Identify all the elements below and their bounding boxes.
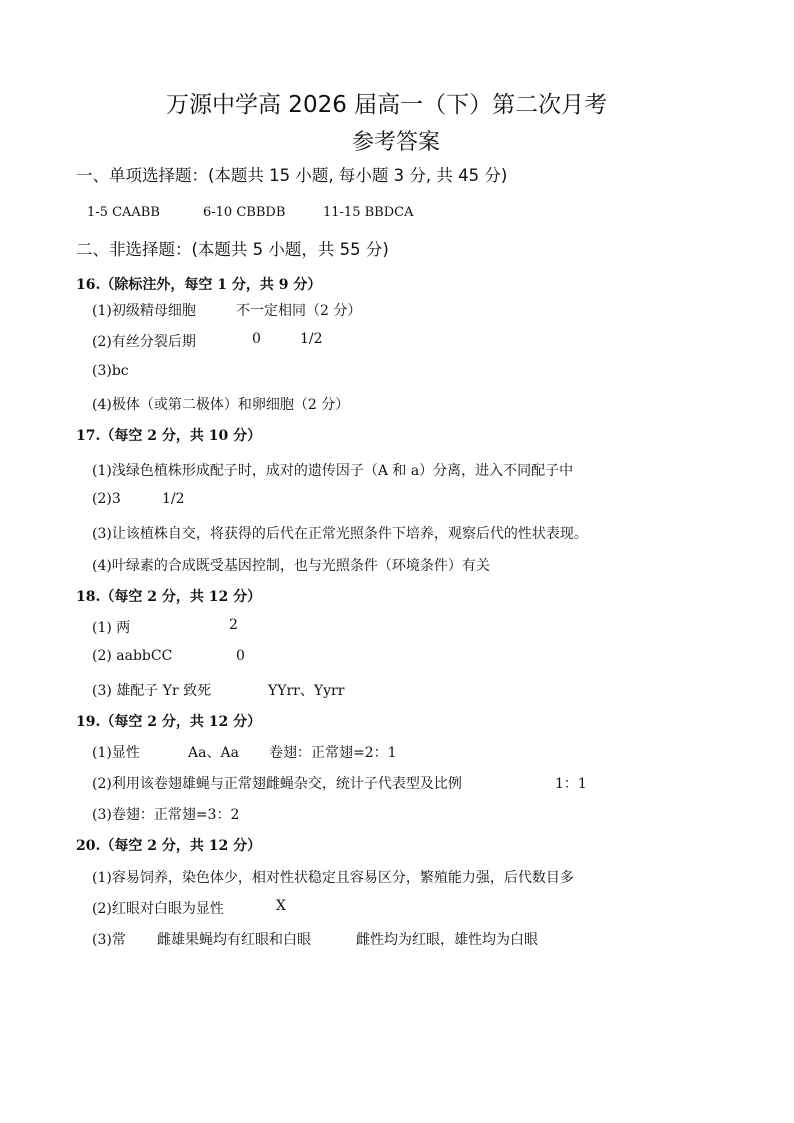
section1-heading: 一、单项选择题：(本题共 15 小题, 每小题 3 分, 共 45 分) xyxy=(76,166,508,185)
q20-answer: (3)常 xyxy=(92,932,126,948)
q17-answer: (1)浅绿色植株形成配子时，成对的遗传因子（A 和 a）分离，进入不同配子中 xyxy=(92,463,574,479)
q19-answer: (3)卷翅：正常翅=3：2 xyxy=(92,807,240,823)
answer-group: 11-15 BBDCA xyxy=(323,205,414,220)
q16-answer: (1)初级精母细胞 xyxy=(92,303,196,319)
q20-answer: 雌雄果蝇均有红眼和白眼 xyxy=(157,932,311,948)
q16-answer: 0 xyxy=(252,331,261,347)
q16-answer: 不一定相同（2 分） xyxy=(236,303,362,319)
q19-answer: (1)显性 xyxy=(92,745,140,761)
document-subtitle: 参考答案 xyxy=(352,130,441,155)
q18-answer: 2 xyxy=(229,617,238,633)
q16-answer: (4)极体（或第二极体）和卵细胞（2 分） xyxy=(92,397,350,413)
q17-answer: 1/2 xyxy=(162,491,185,507)
q20-answer: X xyxy=(276,898,286,914)
section2-heading: 二、非选择题：(本题共 5 小题，共 55 分) xyxy=(76,240,389,259)
q20-answer: (1)容易饲养，染色体少，相对性状稳定且容易区分，繁殖能力强，后代数目多 xyxy=(92,870,574,886)
q19-heading: 19.（每空 2 分，共 12 分） xyxy=(76,714,262,730)
q16-answer: (2)有丝分裂后期 xyxy=(92,334,196,350)
q17-answer: (4)叶绿素的合成既受基因控制，也与光照条件（环境条件）有关 xyxy=(92,558,490,574)
q16-heading: 16.（除标注外，每空 1 分，共 9 分） xyxy=(76,277,322,293)
q20-answer: 雌性均为红眼，雄性均为白眼 xyxy=(356,932,538,948)
answer-group: 1-5 CAABB xyxy=(87,205,160,220)
q16-answer: 1/2 xyxy=(300,331,323,347)
q18-answer: 0 xyxy=(236,648,245,664)
q20-answer: (2)红眼对白眼为显性 xyxy=(92,901,224,917)
q17-answer: (3)让该植株自交，将获得的后代在正常光照条件下培养，观察后代的性状表现。 xyxy=(92,526,588,542)
q18-answer: (2) aabbCC xyxy=(92,648,173,664)
q18-answer: (3) 雄配子 Yr 致死 xyxy=(92,683,212,699)
q18-answer: YYrr、Yyrr xyxy=(268,683,345,699)
q16-answer: (3)bc xyxy=(92,363,129,379)
q20-heading: 20.（每空 2 分，共 12 分） xyxy=(76,838,262,854)
q19-answer: Aa、Aa xyxy=(188,745,239,761)
q19-answer: (2)利用该卷翅雄蝇与正常翅雌蝇杂交，统计子代表型及比例 xyxy=(92,776,462,792)
q19-answer: 卷翅：正常翅=2：1 xyxy=(269,745,397,761)
document-title: 万源中学高 2026 届高一（下）第二次月考 xyxy=(166,92,608,118)
q19-answer: 1：1 xyxy=(555,776,587,792)
q18-heading: 18.（每空 2 分，共 12 分） xyxy=(76,589,262,605)
answer-group: 6-10 CBBDB xyxy=(203,205,286,220)
q17-answer: (2)3 xyxy=(92,491,121,507)
q17-heading: 17.（每空 2 分，共 10 分） xyxy=(76,428,262,444)
q18-answer: (1) 两 xyxy=(92,620,131,636)
